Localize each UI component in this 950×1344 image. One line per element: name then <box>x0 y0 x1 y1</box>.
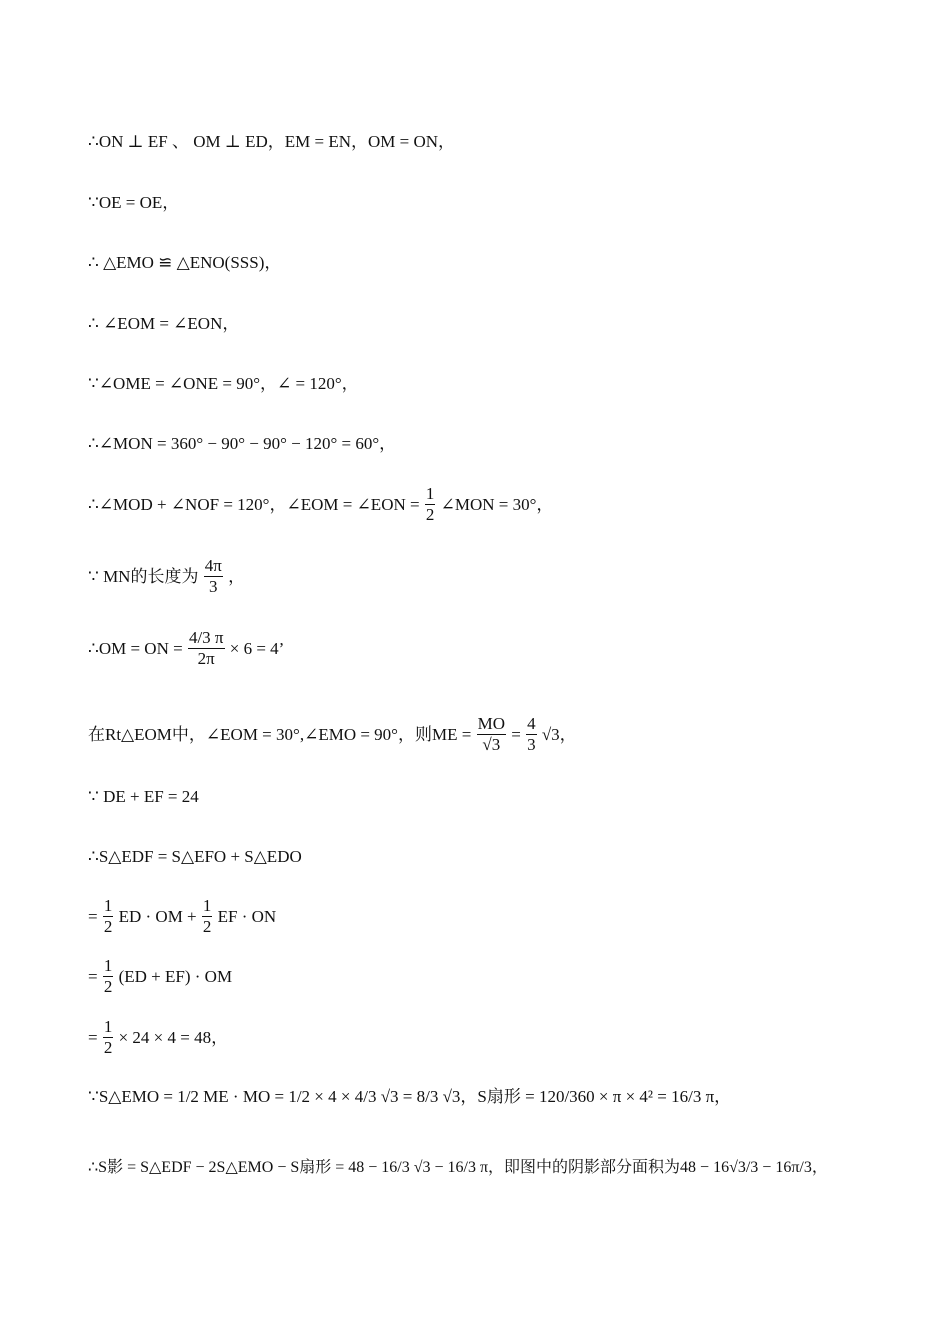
fraction: $\frac{1}{2}$ <box>103 1017 113 1057</box>
proof-line-7: ∴∠MOD + ∠NOF = 120°，∠EOM = ∠EON = $\frac{1}{2}$ ∠MON = 30°， <box>88 484 554 524</box>
proof-line-4: ∴ ∠EOM = ∠EON， <box>88 314 240 333</box>
fraction: $\frac{1}{2}$ <box>103 956 113 996</box>
fraction: $\frac{4}{3}$ <box>527 714 536 754</box>
proof-line-16: ∵S△EMO = 1/2 ME · MO = 1/2 × 4 × 4/3 √3 = 8/3 √3，S扇形 = 120/360 × π × 4² = 16/3 π， <box>88 1087 732 1106</box>
proof-line-9: ∴OM = ON = $\frac{4/3 \pi}{2\pi}$ × 6 = 4’ <box>88 628 285 668</box>
fraction: $\frac{1}{2}$ <box>425 484 435 524</box>
fraction: $\frac{MO}{√3}$ <box>477 714 505 754</box>
fraction: $\frac{1}{2}$ <box>202 896 212 936</box>
proof-line-13: = $\frac{1}{2}$ ED · OM + $\frac{1}{2}$ EF · ON <box>88 896 277 936</box>
proof-line-6: ∴∠MON = 360° − 90° − 90° − 120° = 60°， <box>88 434 397 453</box>
fraction: $\frac{4\pi}{3}$ <box>204 556 222 596</box>
proof-line-17: ∴S影 = S△EDF − 2S△EMO − S扇形 = 48 − 16/3 √3 − 16/3 π，即图中的阴影部分面积为48 − 16√3/3 − 16π/3， <box>88 1159 828 1176</box>
proof-line-12: ∴S△EDF = S△EFO + S△EDO <box>88 847 302 866</box>
proof-line-8: ∵ MN的长度为 $\frac{4\pi}{3}$ ， <box>88 556 246 596</box>
proof-line-3: ∴ △EMO ≌ △ENO(SSS)， <box>88 253 282 272</box>
fraction: $\frac{4/3 \pi}{2\pi}$ <box>188 628 224 668</box>
proof-line-5: ∵∠OME = ∠ONE = 90°，∠ = 120°， <box>88 374 359 393</box>
proof-line-10: 在Rt△EOM中，∠EOM = 30°,∠EMO = 90°，则ME = $\frac{MO}{√3}$ = $\frac{4}{3}$ √3， <box>88 714 577 754</box>
proof-line-1: ∴ON ⊥ EF 、 OM ⊥ ED，EM = EN，OM = ON， <box>88 132 456 151</box>
proof-line-15: = $\frac{1}{2}$ × 24 × 4 = 48， <box>88 1017 229 1057</box>
proof-line-2: ∵OE = OE， <box>88 193 180 212</box>
fraction: $\frac{1}{2}$ <box>103 896 113 936</box>
proof-line-11: ∵ DE + EF = 24 <box>88 787 199 806</box>
proof-line-14: = $\frac{1}{2}$ (ED + EF) · OM <box>88 956 233 996</box>
